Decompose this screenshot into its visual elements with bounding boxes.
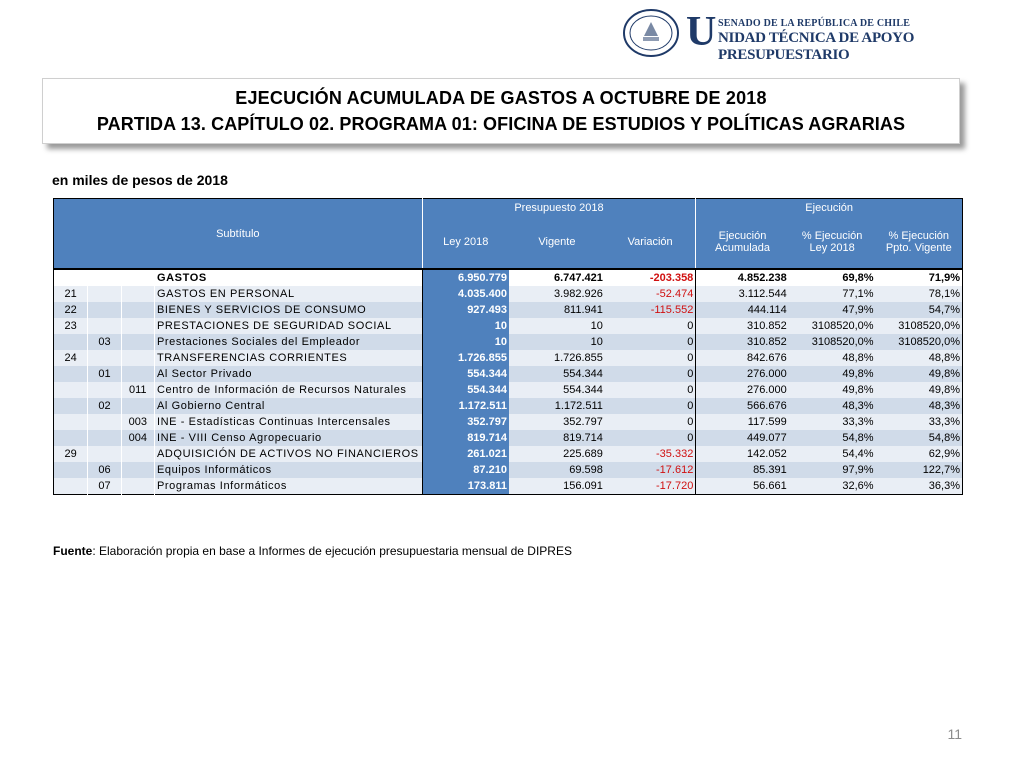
header-pct-vig-line2: Ppto. Vigente bbox=[885, 242, 952, 254]
cell-pct-ley: 49,8% bbox=[789, 366, 876, 382]
cell-variacion: 0 bbox=[605, 398, 696, 414]
cell-pct-vigente: 48,3% bbox=[876, 398, 963, 414]
units-label: en miles de pesos de 2018 bbox=[52, 172, 228, 188]
cell-name: TRANSFERENCIAS CORRIENTES bbox=[154, 350, 422, 366]
cell-subtitulo bbox=[54, 269, 88, 286]
cell-variacion: -203.358 bbox=[605, 269, 696, 286]
cell-ley: 554.344 bbox=[422, 382, 509, 398]
cell-variacion: 0 bbox=[605, 382, 696, 398]
cell-pct-ley: 3108520,0% bbox=[789, 318, 876, 334]
table-row bbox=[54, 446, 963, 462]
cell-ejecucion: 56.661 bbox=[696, 478, 789, 495]
cell-vigente: 10 bbox=[509, 334, 605, 350]
cell-subtitulo bbox=[54, 462, 88, 478]
cell-name: Prestaciones Sociales del Empleador bbox=[154, 334, 422, 350]
cell-asignacion bbox=[121, 334, 154, 350]
cell-ley: 1.172.511 bbox=[422, 398, 509, 414]
senado-seal bbox=[622, 8, 680, 58]
logo-initial: U bbox=[686, 9, 717, 55]
cell-item bbox=[88, 269, 121, 286]
cell-variacion: 0 bbox=[605, 366, 696, 382]
source-note bbox=[53, 544, 572, 558]
header-ejec-acum-line1: Ejecución bbox=[718, 230, 767, 242]
cell-asignacion: 011 bbox=[121, 382, 154, 398]
header-pct-ley bbox=[789, 216, 876, 269]
cell-variacion: 0 bbox=[605, 350, 696, 366]
cell-subtitulo bbox=[54, 414, 88, 430]
cell-pct-ley: 69,8% bbox=[789, 269, 876, 286]
cell-item bbox=[88, 382, 121, 398]
cell-item bbox=[88, 318, 121, 334]
org-name-line1: SENADO DE LA REPÚBLICA DE CHILE bbox=[718, 18, 911, 29]
cell-ley: 6.950.779 bbox=[422, 269, 509, 286]
table-row bbox=[54, 286, 963, 302]
table-row bbox=[54, 430, 963, 446]
table-row bbox=[54, 269, 963, 286]
cell-vigente: 352.797 bbox=[509, 414, 605, 430]
cell-variacion: 0 bbox=[605, 414, 696, 430]
cell-subtitulo bbox=[54, 382, 88, 398]
page-title: EJECUCIÓN ACUMULADA DE GASTOS A OCTUBRE DE 2018 bbox=[235, 88, 767, 108]
cell-asignacion bbox=[121, 366, 154, 382]
cell-ejecucion: 566.676 bbox=[696, 398, 789, 414]
cell-asignacion bbox=[121, 446, 154, 462]
cell-item bbox=[88, 302, 121, 318]
header-pct-vig-line1: % Ejecución bbox=[888, 230, 950, 242]
cell-vigente: 10 bbox=[509, 318, 605, 334]
cell-pct-vigente: 62,9% bbox=[876, 446, 963, 462]
cell-item bbox=[88, 414, 121, 430]
cell-ley: 1.726.855 bbox=[422, 350, 509, 366]
cell-pct-vigente: 54,8% bbox=[876, 430, 963, 446]
header-presupuesto-group: Presupuesto 2018 bbox=[422, 199, 696, 217]
header-vigente: Vigente bbox=[509, 216, 605, 269]
cell-variacion: 0 bbox=[605, 318, 696, 334]
header-variacion: Variación bbox=[605, 216, 696, 269]
cell-pct-vigente: 33,3% bbox=[876, 414, 963, 430]
cell-vigente: 156.091 bbox=[509, 478, 605, 495]
cell-subtitulo: 22 bbox=[54, 302, 88, 318]
budget-table bbox=[53, 198, 963, 495]
cell-subtitulo bbox=[54, 478, 88, 495]
cell-ley: 352.797 bbox=[422, 414, 509, 430]
cell-pct-ley: 54,8% bbox=[789, 430, 876, 446]
cell-asignacion: 003 bbox=[121, 414, 154, 430]
header-ejecucion-acumulada bbox=[696, 216, 789, 269]
cell-pct-vigente: 71,9% bbox=[876, 269, 963, 286]
cell-asignacion bbox=[121, 462, 154, 478]
cell-vigente: 3.982.926 bbox=[509, 286, 605, 302]
page-subtitle: PARTIDA 13. CAPÍTULO 02. PROGRAMA 01: OFICINA DE ESTUDIOS Y POLÍTICAS AGRARIAS bbox=[96, 114, 906, 134]
cell-ejecucion: 117.599 bbox=[696, 414, 789, 430]
cell-asignacion bbox=[121, 302, 154, 318]
cell-pct-vigente: 78,1% bbox=[876, 286, 963, 302]
cell-item bbox=[88, 430, 121, 446]
org-name-line2: NIDAD TÉCNICA DE APOYO PRESUPUESTARIO bbox=[718, 30, 915, 63]
cell-pct-ley: 48,8% bbox=[789, 350, 876, 366]
cell-pct-ley: 54,4% bbox=[789, 446, 876, 462]
cell-name: BIENES Y SERVICIOS DE CONSUMO bbox=[154, 302, 422, 318]
cell-item: 03 bbox=[88, 334, 121, 350]
cell-ejecucion: 449.077 bbox=[696, 430, 789, 446]
cell-vigente: 819.714 bbox=[509, 430, 605, 446]
cell-variacion: 0 bbox=[605, 430, 696, 446]
source-text: : Elaboración propia en base a Informes de ejecución presupuestaria mensual de DIPRES bbox=[92, 544, 572, 558]
cell-vigente: 69.598 bbox=[509, 462, 605, 478]
table-row bbox=[54, 350, 963, 366]
cell-variacion: -115.552 bbox=[605, 302, 696, 318]
table-row bbox=[54, 334, 963, 350]
cell-ejecucion: 310.852 bbox=[696, 318, 789, 334]
cell-subtitulo: 24 bbox=[54, 350, 88, 366]
cell-subtitulo bbox=[54, 398, 88, 414]
cell-ley: 554.344 bbox=[422, 366, 509, 382]
cell-variacion: -17.612 bbox=[605, 462, 696, 478]
cell-pct-ley: 77,1% bbox=[789, 286, 876, 302]
cell-pct-ley: 3108520,0% bbox=[789, 334, 876, 350]
table-row bbox=[54, 478, 963, 495]
cell-pct-vigente: 48,8% bbox=[876, 350, 963, 366]
cell-pct-vigente: 54,7% bbox=[876, 302, 963, 318]
cell-asignacion bbox=[121, 350, 154, 366]
table-row bbox=[54, 302, 963, 318]
cell-vigente: 1.172.511 bbox=[509, 398, 605, 414]
senado-logo bbox=[622, 8, 1012, 63]
cell-subtitulo: 29 bbox=[54, 446, 88, 462]
header-pct-vigente bbox=[876, 216, 963, 269]
cell-subtitulo: 23 bbox=[54, 318, 88, 334]
cell-vigente: 811.941 bbox=[509, 302, 605, 318]
cell-pct-vigente: 49,8% bbox=[876, 366, 963, 382]
cell-pct-vigente: 49,8% bbox=[876, 382, 963, 398]
cell-ejecucion: 842.676 bbox=[696, 350, 789, 366]
cell-vigente: 6.747.421 bbox=[509, 269, 605, 286]
cell-name: Al Gobierno Central bbox=[154, 398, 422, 414]
cell-asignacion bbox=[121, 269, 154, 286]
cell-asignacion bbox=[121, 398, 154, 414]
cell-name: Programas Informáticos bbox=[154, 478, 422, 495]
cell-pct-vigente: 36,3% bbox=[876, 478, 963, 495]
title-box bbox=[42, 78, 960, 144]
cell-asignacion bbox=[121, 286, 154, 302]
cell-ejecucion: 310.852 bbox=[696, 334, 789, 350]
table-row bbox=[54, 398, 963, 414]
cell-pct-ley: 97,9% bbox=[789, 462, 876, 478]
header-pct-ley-line2: Ley 2018 bbox=[809, 242, 855, 254]
cell-pct-vigente: 3108520,0% bbox=[876, 318, 963, 334]
cell-ejecucion: 276.000 bbox=[696, 382, 789, 398]
cell-name: INE - Estadísticas Continuas Intercensales bbox=[154, 414, 422, 430]
cell-vigente: 554.344 bbox=[509, 382, 605, 398]
cell-pct-ley: 48,3% bbox=[789, 398, 876, 414]
cell-subtitulo: 21 bbox=[54, 286, 88, 302]
cell-ejecucion: 85.391 bbox=[696, 462, 789, 478]
cell-ejecucion: 4.852.238 bbox=[696, 269, 789, 286]
cell-ley: 173.811 bbox=[422, 478, 509, 495]
cell-name: Al Sector Privado bbox=[154, 366, 422, 382]
source-label: Fuente bbox=[53, 544, 93, 558]
cell-pct-ley: 47,9% bbox=[789, 302, 876, 318]
cell-ejecucion: 276.000 bbox=[696, 366, 789, 382]
cell-subtitulo bbox=[54, 430, 88, 446]
table-row bbox=[54, 318, 963, 334]
header-ley: Ley 2018 bbox=[422, 216, 509, 269]
cell-name: Equipos Informáticos bbox=[154, 462, 422, 478]
cell-name: PRESTACIONES DE SEGURIDAD SOCIAL bbox=[154, 318, 422, 334]
page-number: 11 bbox=[947, 726, 962, 742]
cell-variacion: -17.720 bbox=[605, 478, 696, 495]
cell-asignacion bbox=[121, 478, 154, 495]
cell-asignacion bbox=[121, 318, 154, 334]
cell-ley: 261.021 bbox=[422, 446, 509, 462]
cell-name: ADQUISICIÓN DE ACTIVOS NO FINANCIEROS bbox=[154, 446, 422, 462]
cell-item bbox=[88, 286, 121, 302]
cell-item: 06 bbox=[88, 462, 121, 478]
cell-ley: 10 bbox=[422, 318, 509, 334]
cell-name: INE - VIII Censo Agropecuario bbox=[154, 430, 422, 446]
cell-item: 02 bbox=[88, 398, 121, 414]
table-row bbox=[54, 462, 963, 478]
cell-vigente: 225.689 bbox=[509, 446, 605, 462]
cell-pct-ley: 33,3% bbox=[789, 414, 876, 430]
header-ejecucion-group: Ejecución bbox=[696, 199, 963, 217]
cell-ejecucion: 142.052 bbox=[696, 446, 789, 462]
cell-ejecucion: 444.114 bbox=[696, 302, 789, 318]
cell-variacion: -35.332 bbox=[605, 446, 696, 462]
cell-item bbox=[88, 350, 121, 366]
cell-variacion: 0 bbox=[605, 334, 696, 350]
cell-subtitulo bbox=[54, 334, 88, 350]
cell-vigente: 554.344 bbox=[509, 366, 605, 382]
cell-ejecucion: 3.112.544 bbox=[696, 286, 789, 302]
table-row bbox=[54, 382, 963, 398]
cell-variacion: -52.474 bbox=[605, 286, 696, 302]
cell-pct-ley: 49,8% bbox=[789, 382, 876, 398]
cell-pct-vigente: 122,7% bbox=[876, 462, 963, 478]
cell-pct-vigente: 3108520,0% bbox=[876, 334, 963, 350]
cell-pct-ley: 32,6% bbox=[789, 478, 876, 495]
cell-asignacion: 004 bbox=[121, 430, 154, 446]
cell-name: Centro de Información de Recursos Naturales bbox=[154, 382, 422, 398]
cell-ley: 87.210 bbox=[422, 462, 509, 478]
cell-name: GASTOS EN PERSONAL bbox=[154, 286, 422, 302]
cell-name: GASTOS bbox=[154, 269, 422, 286]
cell-ley: 10 bbox=[422, 334, 509, 350]
header-pct-ley-line1: % Ejecución bbox=[801, 230, 863, 242]
cell-ley: 819.714 bbox=[422, 430, 509, 446]
cell-item bbox=[88, 446, 121, 462]
header-subtitulo: Subtítulo bbox=[54, 199, 423, 270]
cell-item: 01 bbox=[88, 366, 121, 382]
cell-subtitulo bbox=[54, 366, 88, 382]
header-ejec-acum-line2: Acumulada bbox=[714, 242, 771, 254]
table-row bbox=[54, 366, 963, 382]
cell-ley: 927.493 bbox=[422, 302, 509, 318]
cell-item: 07 bbox=[88, 478, 121, 495]
cell-vigente: 1.726.855 bbox=[509, 350, 605, 366]
table-row bbox=[54, 414, 963, 430]
cell-ley: 4.035.400 bbox=[422, 286, 509, 302]
